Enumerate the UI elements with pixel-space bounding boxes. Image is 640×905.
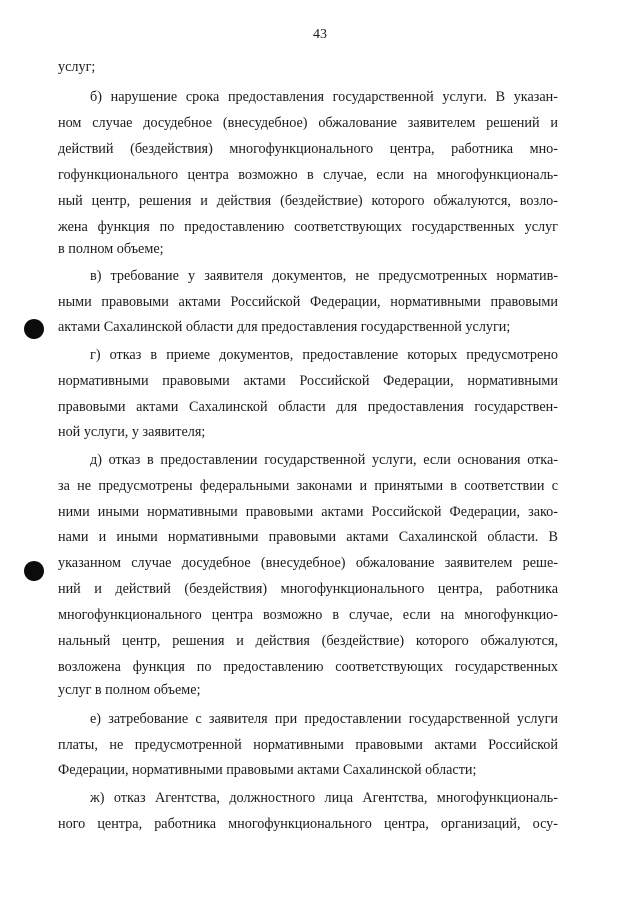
text-line: д) отказ в предоставлении государственной услуги, если основания отка-: [90, 452, 558, 468]
text-line: ними иными нормативными правовыми актами Российской Федерации, зако-: [58, 504, 558, 520]
text-line: платы, не предусмотренной нормативными правовыми актами Российской: [58, 737, 558, 753]
text-line: нальный центр, решения и действия (бездействие) которого обжалуются,: [58, 633, 558, 649]
text-line: ний и действий (бездействия) многофункционального центра, работника: [58, 581, 558, 597]
punch-hole-upper: [24, 319, 44, 339]
text-line: многофункционального центра возможно в случае, если на многофункцио-: [58, 607, 558, 623]
text-line: е) затребование с заявителя при предоставлении государственной услуги: [90, 711, 558, 727]
text-line: ном случае досудебное (внесудебное) обжалование заявителем решений и: [58, 115, 558, 131]
page-number: 43: [313, 27, 327, 42]
text-line: жена функция по предоставлению соответствующих государственных услуг: [58, 219, 558, 235]
text-line: правовыми актами Сахалинской области для предоставления государствен-: [58, 399, 558, 415]
text-line: за не предусмотрены федеральными законами и принятыми в соответствии с: [58, 478, 558, 494]
text-line: Федерации, нормативными правовыми актами Сахалинской области;: [58, 762, 477, 778]
text-line: ж) отказ Агентства, должностного лица Агентства, многофункциональ-: [90, 790, 558, 806]
text-line: г) отказ в приеме документов, предоставление которых предусмотрено: [90, 347, 558, 363]
text-line: нормативными правовыми актами Российской Федерации, нормативными: [58, 373, 558, 389]
text-line: действий (бездействия) многофункционального центра, работника мно-: [58, 141, 558, 157]
text-line: в) требование у заявителя документов, не предусмотренных норматив-: [90, 268, 558, 284]
text-line: ными правовыми актами Российской Федерации, нормативными правовыми: [58, 294, 558, 310]
text-line: нами и иными нормативными правовыми актами Сахалинской области. В: [58, 529, 558, 545]
text-line: услуг;: [58, 59, 96, 75]
text-line: услуг в полном объеме;: [58, 682, 201, 698]
text-line: ного центра, работника многофункционального центра, организаций, осу-: [58, 816, 558, 832]
text-line: указанном случае досудебное (внесудебное) обжалование заявителем реше-: [58, 555, 558, 571]
punch-hole-lower: [24, 561, 44, 581]
text-line: возложена функция по предоставлению соответствующих государственных: [58, 659, 558, 675]
text-line: ной услуги, у заявителя;: [58, 424, 206, 440]
text-line: ный центр, решения и действия (бездействие) которого обжалуются, возло-: [58, 193, 558, 209]
text-line: б) нарушение срока предоставления государственной услуги. В указан-: [90, 89, 558, 105]
text-line: актами Сахалинской области для предоставления государственной услуги;: [58, 319, 511, 335]
text-line: гофункционального центра возможно в случае, если на многофункциональ-: [58, 167, 558, 183]
text-line: в полном объеме;: [58, 241, 164, 257]
